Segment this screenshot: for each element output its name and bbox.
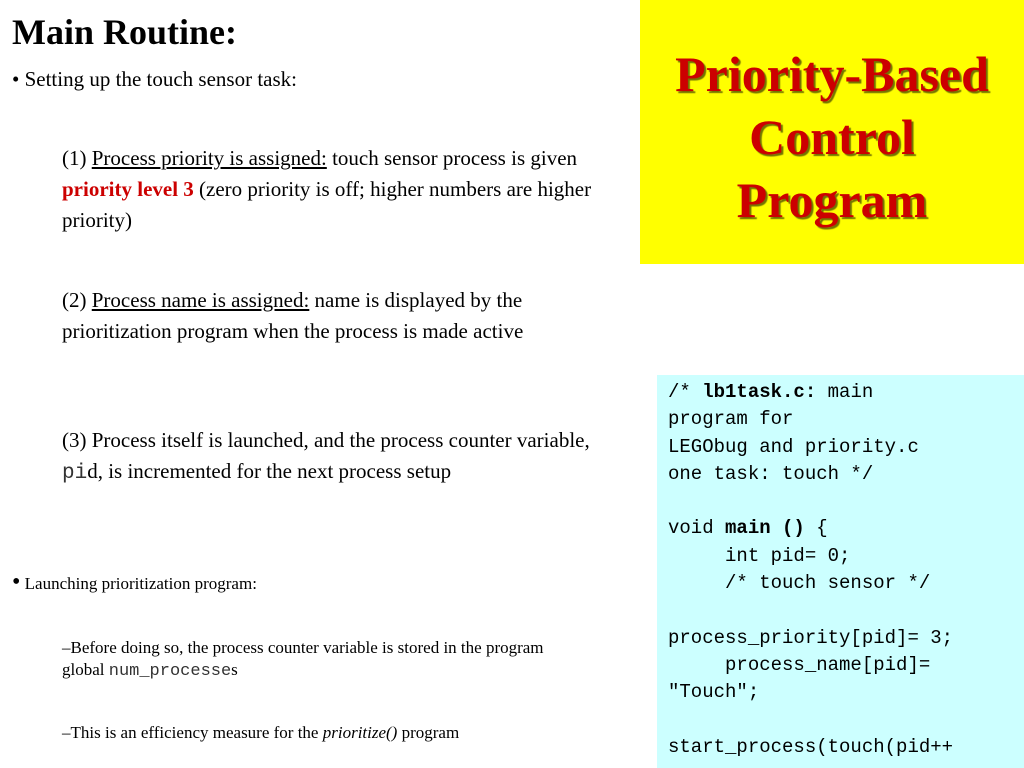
dash-2-text-a: –This is an efficiency measure for the [62, 723, 323, 742]
code-line-2: program for [668, 408, 794, 431]
code-comment-open: /* [668, 381, 703, 403]
step-1-prefix: (1) [62, 146, 92, 170]
num-processes-code: num_processe [108, 662, 232, 681]
title-line-1: Priority-Based [675, 46, 989, 102]
code-line-blank-2 [668, 597, 1016, 624]
step-1-paragraph [62, 143, 622, 236]
step-2-label: Process name is assigned: [91, 288, 310, 312]
title-box [640, 0, 1024, 264]
title-line-3: Program [736, 172, 928, 228]
code-filename: lb1task.c: [702, 381, 817, 403]
code-void: void [668, 517, 726, 540]
step-1-text-a: touch sensor process is given [326, 146, 578, 170]
code-comment-main: main [816, 381, 874, 403]
code-line-7: int pid= 0; [668, 544, 851, 567]
step-3-text-a: (3) Process itself is launched, and the process counter variable, [62, 428, 590, 452]
code-line-11: process_name[pid]= [668, 653, 931, 676]
bullet-marker: • [12, 569, 21, 595]
code-line-4: one task: touch */ [668, 462, 874, 485]
dash-2-text-b: program [397, 723, 460, 742]
step-1-label: Process priority is assigned: [91, 146, 327, 170]
code-line-3: LEGObug and priority.c [668, 435, 919, 458]
title-line-2: Control [749, 109, 915, 165]
dash-1-text-b: s [231, 660, 238, 679]
pid-code: pi [62, 462, 88, 485]
bullet-setup: • Setting up the touch sensor task: [12, 67, 297, 91]
step-2-prefix: (2) [62, 288, 92, 312]
step-3-text-b: d, is incremented for the next process setup [87, 459, 452, 483]
code-line-12: "Touch"; [668, 681, 760, 704]
code-line-14: start_process(touch(pid++ [668, 735, 954, 758]
step-3-paragraph [62, 425, 622, 489]
dash-item-2 [62, 722, 582, 744]
slide-heading: Main Routine: [12, 12, 237, 52]
code-line-8: /* touch sensor */ [668, 572, 931, 595]
code-brace: { [804, 517, 828, 540]
code-line-blank-3 [668, 707, 1016, 734]
dash-1-text-a: –Before doing so, the process counter variable is stored in the program global [62, 638, 544, 679]
step-2-text: name is displayed by the prioritization program when the process is made active [62, 288, 524, 343]
code-listing [657, 375, 1024, 768]
code-line-10: process_priority[pid]= 3; [668, 626, 954, 649]
code-line-6 [668, 515, 1016, 542]
priority-level-highlight: priority level 3 [62, 177, 194, 201]
code-line-1 [668, 379, 1016, 406]
bullet-launching [12, 568, 257, 598]
code-main-fn: main () [725, 517, 805, 540]
code-line-blank-1 [668, 488, 1016, 515]
step-1-text-b: (zero priority is off; higher numbers are higher priority) [62, 177, 592, 232]
bullet-launching-text: Launching prioritization program: [20, 574, 257, 593]
step-2-paragraph [62, 285, 622, 347]
prioritize-function: prioritize() [322, 723, 398, 742]
dash-item-1 [62, 637, 582, 683]
